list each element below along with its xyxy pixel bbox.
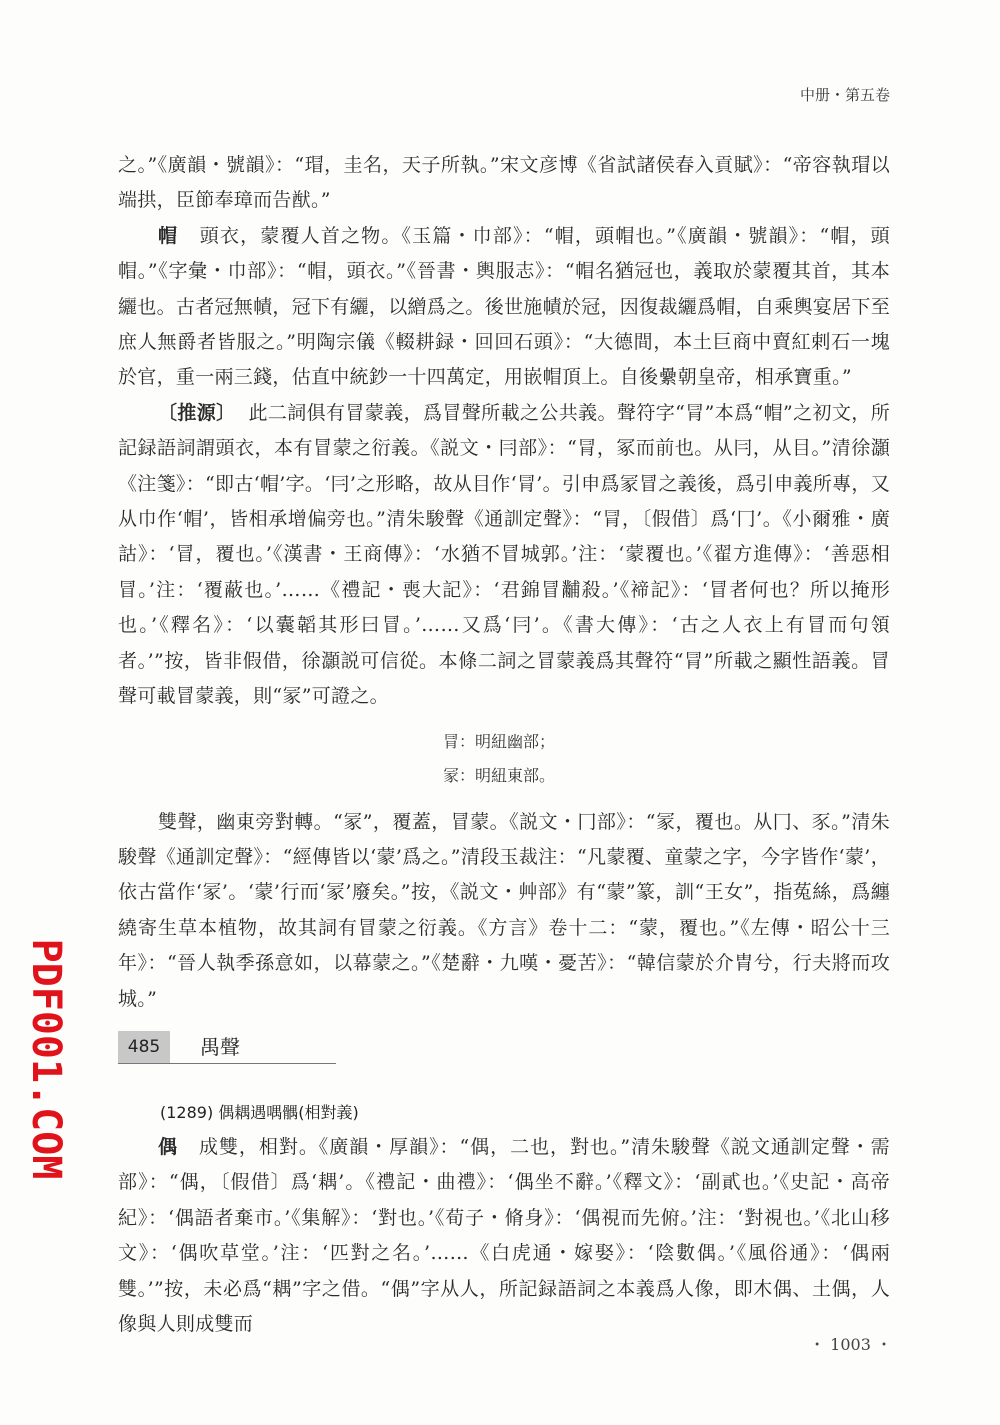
entry-ou — [118, 1130, 890, 1342]
running-header: 中册・第五卷 — [799, 86, 890, 104]
phonology-formula — [118, 725, 890, 793]
main-text-block-2 — [118, 1130, 890, 1342]
formula-line: 冡：明紐東部。 — [443, 765, 556, 785]
headword: 偶 — [158, 1136, 178, 1158]
entry-text: 頭衣，蒙覆人首之物。《玉篇・巾部》：“帽，頭帽也。”《廣韻・號韻》：“帽，頭帽。”《字彙・巾部》：“帽，頭衣。”《晉書・輿服志》：“帽名猶冠也，義取於蒙覆其首，其本纚也。古者冠無幘，冠下有纚，以繒爲之。後世施幘於冠，因復裁纚爲帽，自乘輿宴居下至庶人無爵者皆服之。”明陶宗儀《輟耕録・回回石頭》：“大德間，本土巨商中賣紅剌石一塊於官，重一兩三錢，估直中統鈔一十四萬定，用嵌帽頂上。自後纍朝皇帝，相承寶重。” — [118, 224, 891, 389]
tuiyuan-tag: 〔推源〕 — [158, 401, 236, 424]
tuiyuan-text: 此二詞俱有冒蒙義，爲冒聲所載之公共義。聲符字“冐”本爲“帽”之初文，所記録語詞謂頭衣，本有冒蒙之衍義。《説文・冃部》：“冐，冢而前也。从冃，从目。”清徐灝《注箋》：“即古‘帽’字。‘冃’之形略，故从目作‘冐’。引申爲冡冒之義後，爲引申義所專，又从巾作‘帽’，皆相承增偏旁也。”清朱駿聲《通訓定聲》：“冐，〔假借〕爲‘冂’。《小爾雅・廣詁》：‘冒，覆也。’《漢書・王商傳》：‘水猶不冒城郭。’注：‘蒙覆也。’《翟方進傳》：‘善惡相冒。’注：‘覆蔽也。’……《禮記・喪大記》：‘君錦冒黼殺。’《褅記》：‘冒者何也？所以掩形也。’《釋名》：‘以囊韜其形曰冒。’……又爲‘冃’。《書大傳》：‘古之人衣上有冒而句領者。’”按，皆非假借，徐灝説可信從。本條二詞之冒蒙義爲其聲符“冐”所載之顯性語義。冒聲可載冒蒙義，則“冡”可證之。 — [118, 401, 890, 708]
main-text-block — [118, 148, 890, 1017]
entry-text: 成雙，相對。《廣韻・厚韻》：“偶，二也，對也。”清朱駿聲《説文通訓定聲・需部》：“偶，〔假借〕爲‘耦’。《禮記・曲禮》：‘偶坐不辭。’《釋文》：‘副貳也。’《史記・高帝紀》：‘偶語者棄市。’《集解》：‘對也。’《荀子・脩身》：‘偶視而先俯。’注：‘對視也。’《北山移文》：‘偶吹草堂。’注：‘匹對之名。’……《白虎通・嫁娶》：‘陰數偶。’《風俗通》：‘偶兩雙。’”按，未必爲“耦”字之借。“偶”字从人，所記録語詞之本義爲人像，即木偶、土偶，人像與人則成雙而 — [118, 1136, 890, 1336]
formula-line: 冐：明紐幽部； — [443, 731, 556, 751]
watermark — [23, 938, 69, 1180]
paragraph-shuangsheng: 雙聲，幽東旁對轉。“冡”，覆蓋，冒蒙。《説文・冂部》：“冡，覆也。从冂、豕。”清朱駿聲《通訓定聲》：“經傳皆以‘蒙’爲之。”清段玉裁注：“凡蒙覆、童蒙之字，今字皆作‘蒙’，依古當作‘冡’。‘蒙’行而‘冡’廢矣。”按，《説文・艸部》有“蒙”篆，訓“王女”，指菟絲，爲纏繞寄生草本植物，故其詞有冒蒙之衍義。《方言》卷十二：“蒙，覆也。”《左傳・昭公十三年》：“晉人執季孫意如，以幕蒙之。”《楚辭・九嘆・憂苦》：“韓信蒙於介胄兮，行夫將而攻城。” — [118, 810, 890, 1010]
subsection-heading: (1289) 偶耦遇喁髃(相對義) — [160, 1103, 359, 1122]
section-number: 485 — [118, 1031, 170, 1063]
section-title: 禺聲 — [200, 1035, 240, 1059]
watermark-text: PDF001.COM — [23, 938, 69, 1180]
page-number: ・ 1003 ・ — [809, 1335, 892, 1354]
entry-mao — [118, 219, 890, 396]
section-heading — [118, 1031, 336, 1064]
paragraph-continuation: 之。”《廣韻・號韻》：“瑁，圭名，天子所執。”宋文彦博《省試諸侯春入貢賦》：“帝容執瑁以端拱，臣節奉璋而告猷。” — [118, 154, 890, 212]
tuiyuan-paragraph — [118, 396, 890, 715]
headword: 帽 — [158, 224, 179, 247]
